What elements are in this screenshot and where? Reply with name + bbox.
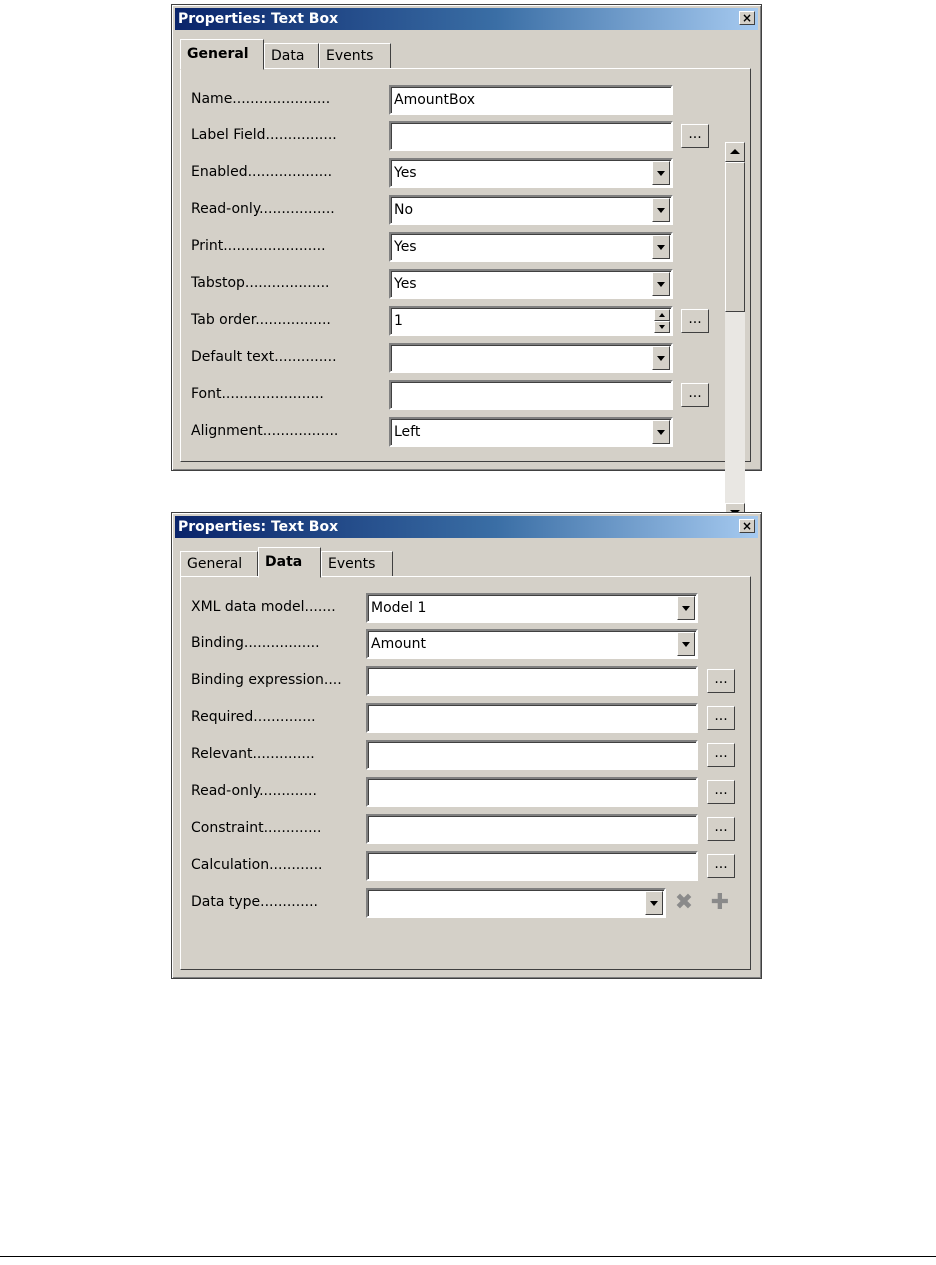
property-label: Default text..............	[191, 349, 337, 365]
add-icon[interactable]: ✚	[710, 890, 730, 915]
chevron-down-icon[interactable]	[677, 632, 695, 656]
properties-dialog-data	[171, 512, 762, 979]
select-value: No	[394, 202, 414, 218]
calculation-input[interactable]	[366, 851, 698, 881]
spin-down-icon[interactable]	[654, 321, 670, 333]
property-label: Tabstop...................	[191, 275, 330, 291]
chevron-down-icon[interactable]	[652, 235, 670, 259]
scroll-up-icon[interactable]	[725, 142, 745, 162]
label-field-browse-button[interactable]: ...	[681, 124, 709, 148]
property-label: Data type.............	[191, 894, 319, 910]
tab-general[interactable]: General	[180, 39, 264, 70]
constraint-input[interactable]	[366, 814, 698, 844]
select-value: Yes	[394, 239, 417, 255]
tab-events[interactable]: Events	[319, 43, 391, 69]
spin-icon[interactable]	[654, 309, 670, 333]
data-type-select[interactable]	[366, 888, 666, 918]
binding-select[interactable]	[366, 629, 698, 659]
tab-order-browse-button[interactable]: ...	[681, 309, 709, 333]
binding-expression-browse-button[interactable]: ...	[707, 669, 735, 693]
xml-data-model-select[interactable]	[366, 593, 698, 623]
property-label: Tab order.................	[191, 312, 331, 328]
property-label: Constraint.............	[191, 820, 322, 836]
spin-value: 1	[394, 313, 403, 329]
property-label: Font.......................	[191, 386, 324, 402]
page-bottom-rule	[0, 1256, 936, 1257]
select-value: Left	[394, 424, 421, 440]
property-label: Binding expression....	[191, 672, 342, 688]
chevron-down-icon[interactable]	[652, 272, 670, 296]
property-label: Relevant..............	[191, 746, 315, 762]
dialog-title: Properties: Text Box	[178, 11, 339, 27]
required-browse-button[interactable]: ...	[707, 706, 735, 730]
chevron-down-icon[interactable]	[652, 198, 670, 222]
tab-data[interactable]: Data	[264, 43, 319, 69]
properties-dialog-general	[171, 4, 762, 471]
enabled-select[interactable]	[389, 158, 673, 188]
scrollbar-thumb[interactable]	[725, 162, 745, 312]
select-value: Amount	[371, 636, 427, 652]
font-browse-button[interactable]: ...	[681, 383, 709, 407]
font-input[interactable]	[389, 380, 673, 410]
property-label: XML data model.......	[191, 599, 336, 615]
read-only-select[interactable]	[389, 195, 673, 225]
default-text-select[interactable]	[389, 343, 673, 373]
property-label: Alignment.................	[191, 423, 339, 439]
select-value: Yes	[394, 165, 417, 181]
relevant-input[interactable]	[366, 740, 698, 770]
print-select[interactable]	[389, 232, 673, 262]
tab-order-spinbox[interactable]	[389, 306, 673, 336]
tabstop-select[interactable]	[389, 269, 673, 299]
general-tab-panel	[180, 68, 751, 462]
label-field-input[interactable]	[389, 121, 673, 151]
vertical-scrollbar[interactable]	[725, 142, 745, 523]
property-label: Read-only.............	[191, 783, 317, 799]
select-value: Yes	[394, 276, 417, 292]
relevant-browse-button[interactable]: ...	[707, 743, 735, 767]
property-label: Read-only.................	[191, 201, 335, 217]
chevron-down-icon[interactable]	[677, 596, 695, 620]
name-input[interactable]: AmountBox	[389, 85, 673, 115]
chevron-down-icon[interactable]	[652, 346, 670, 370]
property-label: Name......................	[191, 91, 331, 107]
dialog-titlebar[interactable]	[175, 516, 758, 538]
property-label: Print.......................	[191, 238, 326, 254]
tab-general[interactable]: General	[180, 551, 258, 577]
chevron-down-icon[interactable]	[652, 420, 670, 444]
tab-events[interactable]: Events	[321, 551, 393, 577]
property-label: Required..............	[191, 709, 316, 725]
property-label: Label Field................	[191, 127, 337, 143]
alignment-select[interactable]	[389, 417, 673, 447]
read-only-browse-button[interactable]: ...	[707, 780, 735, 804]
required-input[interactable]	[366, 703, 698, 733]
tab-data[interactable]: Data	[258, 547, 321, 578]
select-value: Model 1	[371, 600, 427, 616]
chevron-down-icon[interactable]	[652, 161, 670, 185]
constraint-browse-button[interactable]: ...	[707, 817, 735, 841]
close-icon[interactable]: ×	[739, 11, 755, 25]
chevron-down-icon[interactable]	[645, 891, 663, 915]
dialog-titlebar[interactable]	[175, 8, 758, 30]
remove-icon[interactable]: ✖	[674, 890, 694, 915]
calculation-browse-button[interactable]: ...	[707, 854, 735, 878]
property-label: Enabled...................	[191, 164, 333, 180]
dialog-title: Properties: Text Box	[178, 519, 339, 535]
data-tab-panel	[180, 576, 751, 970]
binding-expression-input[interactable]	[366, 666, 698, 696]
property-label: Calculation............	[191, 857, 323, 873]
close-icon[interactable]: ×	[739, 519, 755, 533]
read-only-input[interactable]	[366, 777, 698, 807]
property-label: Binding.................	[191, 635, 320, 651]
spin-up-icon[interactable]	[654, 309, 670, 321]
